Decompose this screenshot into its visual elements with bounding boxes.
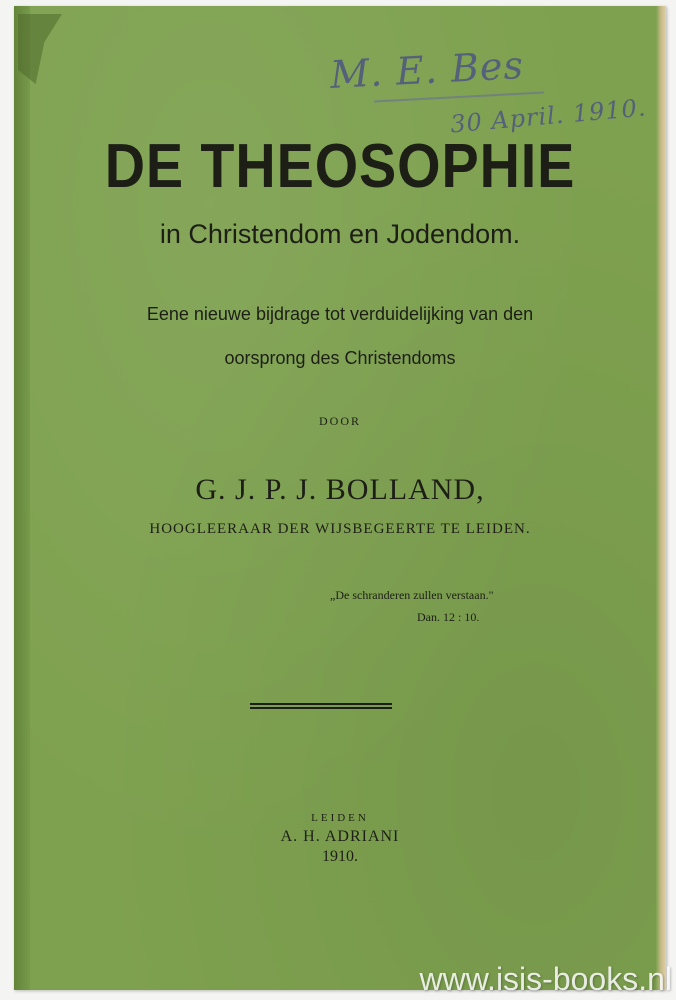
book-title: DE THEOSOPHIE	[104, 132, 576, 201]
author-role: HOOGLEERAAR DER WIJSBEGEERTE TE LEIDEN.	[149, 521, 531, 537]
publisher-name: A. H. ADRIANI	[280, 828, 400, 845]
publisher-city: LEIDEN	[311, 812, 369, 824]
epigraph-reference: Dan. 12 : 10.	[417, 610, 480, 624]
double-rule-divider	[250, 703, 392, 709]
handwritten-date: 30 April. 1910.	[449, 93, 648, 139]
by-label: DOOR	[318, 414, 361, 428]
description-line-2: oorsprong des Christendoms	[224, 348, 456, 368]
worn-corner	[18, 14, 62, 84]
book-subtitle: in Christendom en Jodendom.	[159, 219, 521, 249]
author-name: G. J. P. J. BOLLAND,	[195, 473, 485, 506]
epigraph-quote: „De schranderen zullen verstaan."	[330, 588, 494, 602]
handwritten-owner-name: M. E. Bes	[328, 42, 525, 98]
publication-year: 1910.	[322, 848, 358, 865]
book-cover	[14, 6, 666, 990]
watermark-url: www.isis-books.nl	[419, 961, 672, 997]
description-line-1: Eene nieuwe bijdrage tot verduidelijking van den	[146, 304, 534, 324]
